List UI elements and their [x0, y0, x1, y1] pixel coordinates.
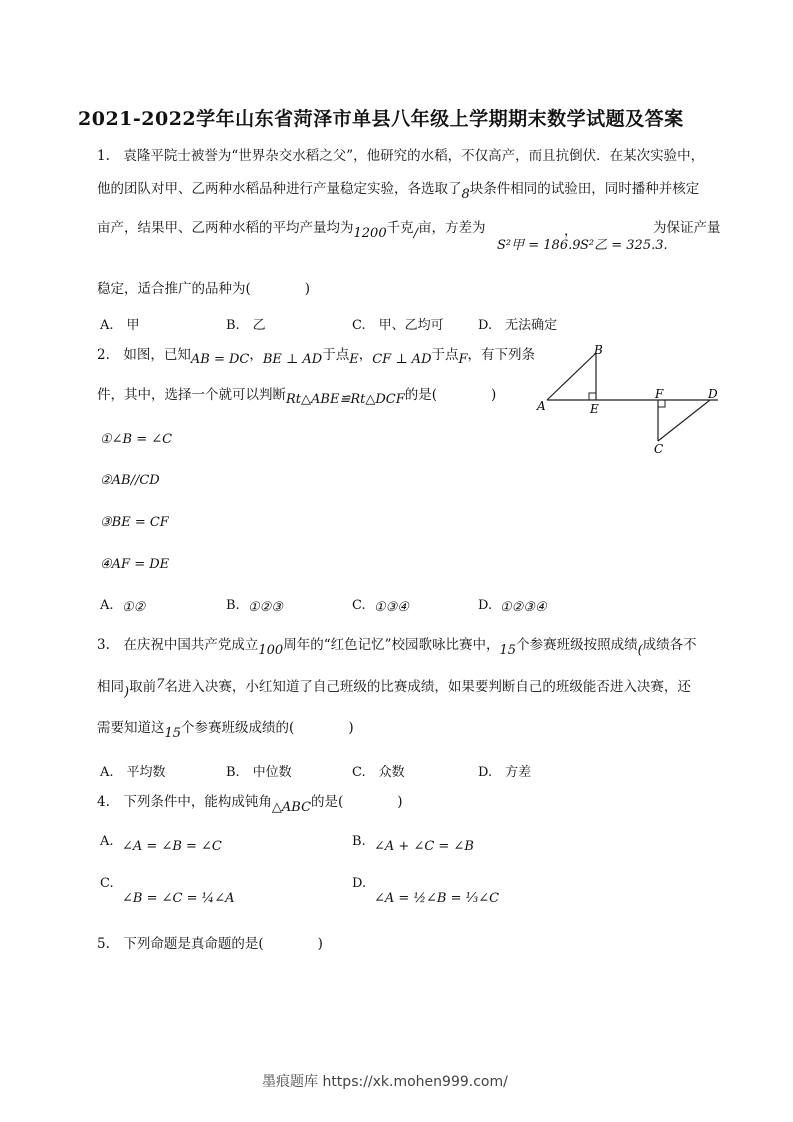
q3-line-3 — [97, 719, 354, 741]
q1-line-3 — [97, 219, 486, 241]
q4-option-c: ∠B = ∠C = ¼∠A — [122, 891, 235, 906]
q1-text: 千克 — [386, 220, 414, 236]
q2-math-e: E — [349, 352, 359, 367]
q2-condition-2: ②AB//CD — [100, 473, 160, 488]
fig-label-c: C — [654, 442, 664, 456]
q1-option-d: D. 无法确定 — [478, 318, 558, 333]
q1-option-b: B. 乙 — [226, 318, 266, 333]
q2-condition-4: ④AF = DE — [100, 557, 170, 572]
q3-paren-open: ( — [637, 643, 643, 658]
q4-option-d-label: D. — [352, 876, 367, 891]
q2-text: ， — [249, 347, 263, 363]
q2-text: 2. 如图，已知 — [97, 347, 191, 363]
q2-text: 件，其中，选择一个就可以判断 — [97, 387, 286, 403]
footer-watermark: 墨痕题库 https://xk.mohen999.com/ — [262, 1074, 508, 1090]
q1-slash: / — [413, 226, 418, 241]
q2-line-1 — [97, 346, 535, 365]
q3-option-c: C. 众数 — [352, 765, 405, 780]
q2-option-d: ①②③④ — [500, 600, 547, 615]
q1-line-1: 1. 袁隆平院士被誉为“世界杂交水稻之父”，他研究的水稻，不仅高产，而且抗倒伏．在某次实验中， — [97, 148, 705, 164]
q2-math-ab-dc: AB = DC — [190, 352, 250, 367]
q3-number-15: 15 — [499, 643, 517, 658]
q3-option-a: A. 平均数 — [100, 765, 166, 780]
q2-geometry-figure — [530, 338, 730, 463]
q2-option-d-label: D. — [478, 598, 493, 613]
q1-number-1200: 1200 — [353, 226, 387, 241]
q4-text: 的是( ) — [311, 794, 403, 810]
q2-text: ，有下列条 — [467, 347, 536, 363]
q3-option-d: D. 方差 — [478, 765, 532, 780]
q3-line-1 — [97, 636, 697, 658]
q2-math-cf-perp-ad: CF ⊥ AD — [372, 352, 432, 367]
fig-label-f: F — [655, 387, 664, 401]
q4-option-b: ∠A + ∠C = ∠B — [374, 839, 474, 854]
page-title: 2021-2022学年山东省菏泽市单县八年级上学期期末数学试题及答案 — [78, 108, 684, 130]
q1-text: 亩，方差为 — [417, 220, 486, 236]
q4-math-triangle: △ABC — [271, 800, 312, 815]
q4-option-a-label: A. — [100, 834, 114, 849]
fig-label-e: E — [590, 402, 599, 416]
q4-option-b-label: B. — [352, 834, 366, 849]
q1-number-8: 8 — [461, 187, 470, 202]
q1-variance-jia: S²甲 = 186.9 — [497, 238, 581, 253]
fig-label-d: D — [708, 387, 718, 401]
q1-text: 亩产，结果甲、乙两种水稻的平均产量均为 — [97, 220, 354, 236]
q2-math-congruence: Rt△ABE≌Rt△DCF — [286, 392, 405, 407]
q3-text: 个参赛班级成绩的( ) — [181, 720, 354, 736]
q1-line-3-end: 为保证产量 — [653, 220, 721, 236]
q2-option-a-label: A. — [100, 598, 114, 613]
q1-option-a: A. 甲 — [100, 318, 140, 333]
q4-option-d: ∠A = ½∠B = ⅓∠C — [374, 891, 500, 906]
q1-line-4: 稳定，适合推广的品种为( ) — [97, 281, 311, 297]
q1-comma: ， — [564, 223, 578, 239]
q2-text: 于点 — [431, 347, 459, 363]
q1-variance-yi: S²乙 = 325.3. — [580, 238, 668, 253]
q3-text: 周年的“红色记忆”校园歌咏比赛中， — [283, 637, 500, 653]
q3-number-7: 7 — [156, 677, 165, 692]
q3-paren-close: ) — [124, 685, 130, 700]
q1-text: 块条件相同的试验田，同时播种并核定 — [469, 181, 700, 197]
q1-option-c: C. 甲、乙均可 — [352, 318, 444, 333]
q2-option-b: ①②③ — [248, 600, 283, 615]
q3-line-2 — [97, 677, 691, 700]
q3-text: 需要知道这 — [97, 720, 165, 736]
q2-option-a: ①② — [122, 600, 146, 615]
fig-label-a: A — [537, 399, 546, 413]
q4-line-1 — [97, 793, 403, 815]
q2-text: ， — [358, 347, 373, 363]
q4-option-c-label: C. — [100, 876, 114, 891]
q1-line-2 — [97, 180, 700, 202]
q3-number-15b: 15 — [164, 726, 182, 741]
q2-option-c: ①③④ — [374, 600, 409, 615]
q2-condition-3: ③BE = CF — [100, 515, 169, 530]
question-5: 5. 下列命题是真命题的是( ) — [97, 936, 323, 952]
q4-option-a: ∠A = ∠B = ∠C — [122, 839, 222, 854]
q3-text: 名进入决赛，小红知道了自己班级的比赛成绩，如果要判断自己的班级能否进入决赛，还 — [164, 679, 691, 695]
q1-text: 他的团队对甲、乙两种水稻品种进行产量稳定实验，各选取了 — [97, 181, 462, 197]
q3-text: 个参赛班级按照成绩 — [516, 637, 638, 653]
q2-condition-1: ①∠B = ∠C — [100, 432, 173, 447]
q3-text: 取前 — [129, 679, 157, 695]
q2-option-b-label: B. — [226, 598, 240, 613]
q3-number-100: 100 — [258, 643, 284, 658]
q3-option-b: B. 中位数 — [226, 765, 292, 780]
q3-text: 3. 在庆祝中国共产党成立 — [97, 637, 259, 653]
q2-option-c-label: C. — [352, 598, 366, 613]
q3-text: 相同 — [97, 679, 124, 695]
q2-line-2 — [97, 386, 496, 405]
q2-text: 于点 — [322, 347, 350, 363]
q2-text: 的是( ) — [404, 387, 497, 403]
q4-text: 4. 下列条件中，能构成钝角 — [97, 794, 272, 810]
q2-math-f: F — [458, 352, 468, 367]
q3-text: 成绩各不 — [642, 637, 697, 653]
fig-label-b: B — [594, 343, 603, 357]
q2-math-be-perp-ad: BE ⊥ AD — [262, 352, 323, 367]
